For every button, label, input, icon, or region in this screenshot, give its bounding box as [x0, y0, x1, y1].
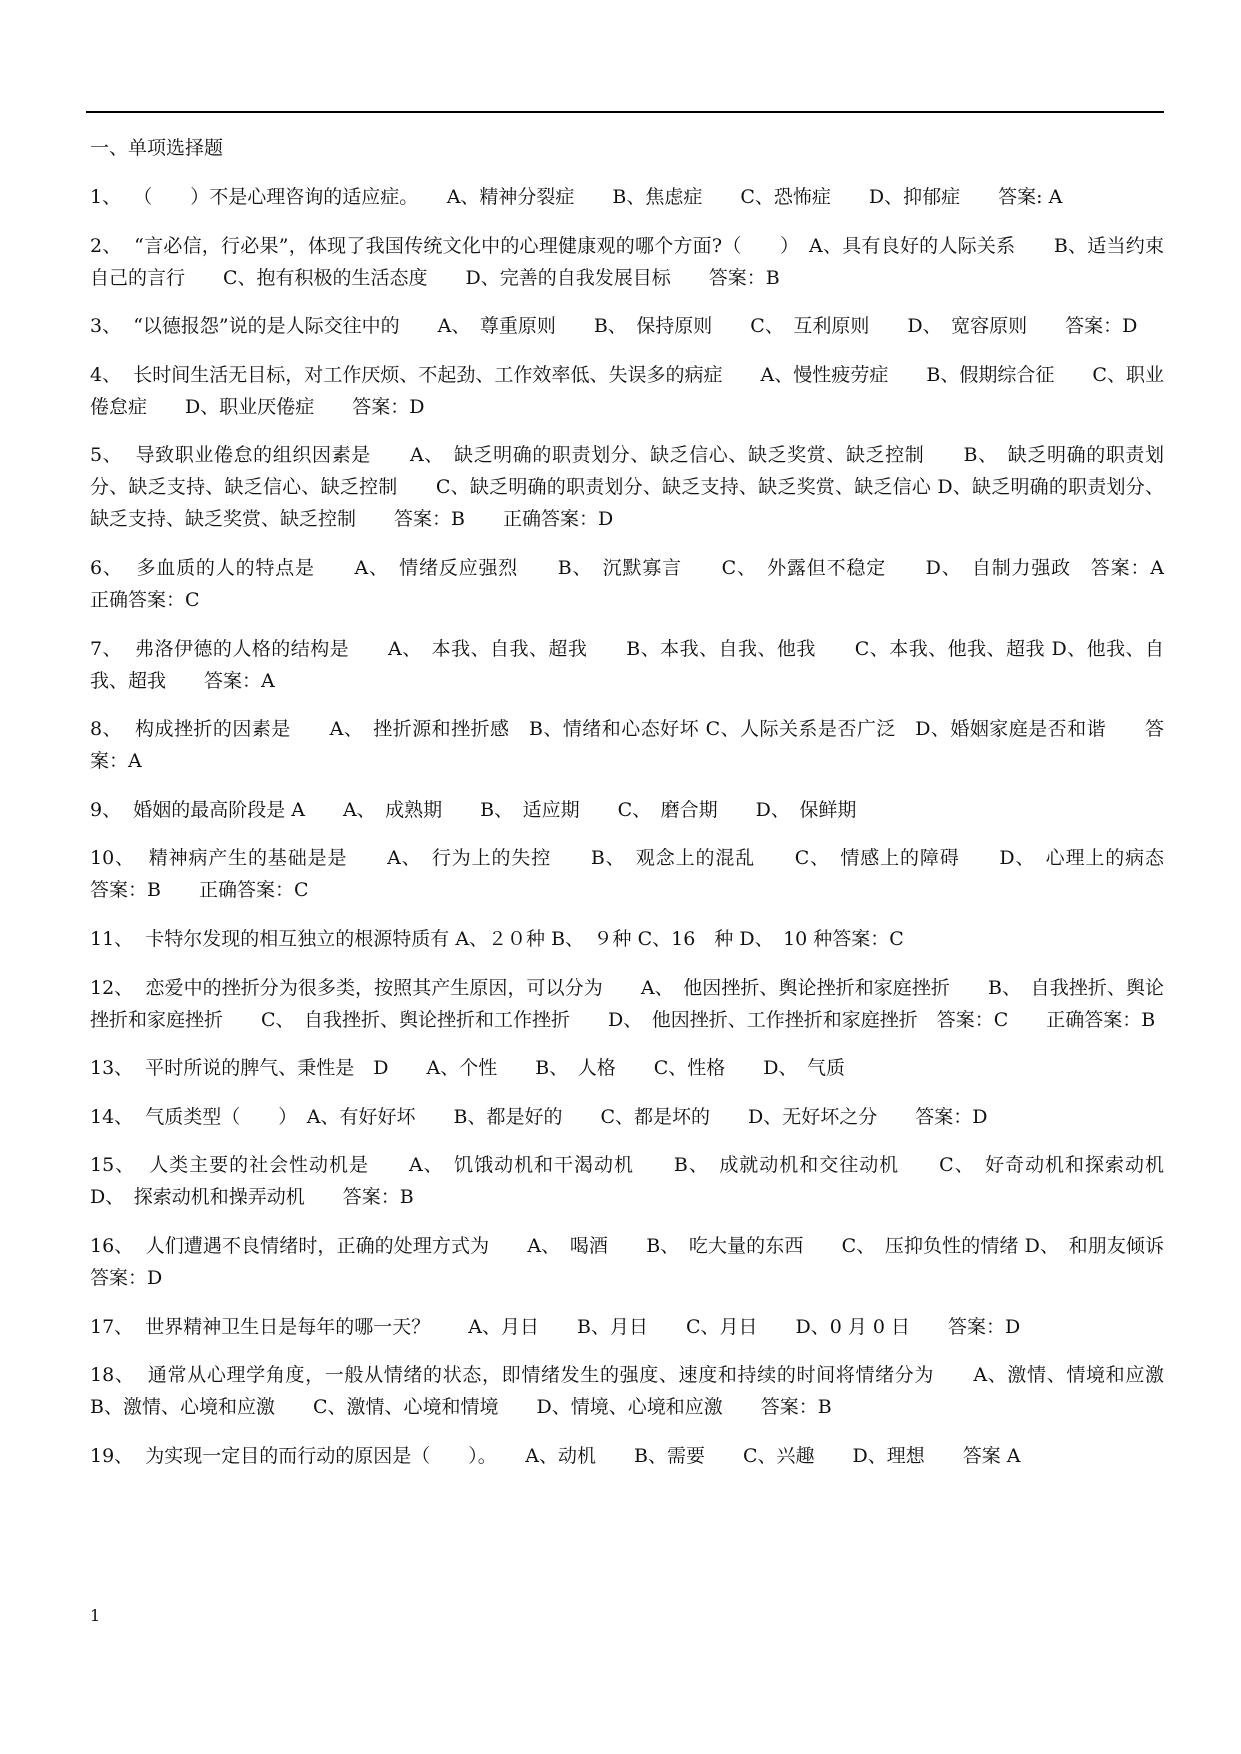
question-number: 7、 [90, 637, 123, 660]
question-item [90, 1440, 1164, 1472]
section-title: 一、单项选择题 [90, 137, 224, 159]
question-number: 6、 [90, 556, 123, 579]
question-item [90, 1311, 1164, 1343]
header-rule [86, 111, 1164, 113]
question-item [90, 972, 1164, 1036]
question-text: 人们遭遇不良情绪时，正确的处理方式为 A、 喝酒 B、 吃大量的东西 C、 压抑负性的情绪 D、 和朋友倾诉 答案：D [90, 1234, 1203, 1289]
question-text: 世界精神卫生日是每年的哪一天？ A、月日 B、月日 C、月日 D、0 月 0 日 答案：D [145, 1315, 1021, 1338]
question-item [90, 1230, 1203, 1294]
question-item [90, 1052, 1164, 1084]
question-number: 19、 [90, 1444, 134, 1467]
question-text: 气质类型（ ） A、有好好坏 B、都是好的 C、都是坏的 D、无好坏之分 答案：D [145, 1105, 988, 1128]
question-item [90, 633, 1164, 697]
question-text: 导致职业倦怠的组织因素是 A、 缺乏明确的职责划分、缺乏信心、缺乏奖赏、缺乏控制 B、 缺乏明确的职责划分、缺乏支持、缺乏信心、缺乏控制 C、缺乏明确的职责划分、缺乏支持、缺乏奖赏、缺乏信心 D、缺乏明确的职责划分、缺乏支持、缺乏奖赏、缺乏控制 答案：B 正确答案：D [90, 444, 1164, 531]
question-item [90, 230, 1164, 294]
question-text: 弗洛伊德的人格的结构是 A、 本我、自我、超我 B、本我、自我、他我 C、本我、他我、超我 D、他我、自我、超我 答案：A [90, 637, 1164, 692]
question-item [90, 1359, 1202, 1423]
question-number: 18、 [90, 1364, 135, 1387]
question-text: 婚姻的最高阶段是 A A、 成熟期 B、 适应期 C、 磨合期 D、 保鲜期 [133, 798, 857, 821]
question-number: 16、 [90, 1234, 134, 1257]
question-number: 11、 [90, 927, 134, 950]
question-number: 1、 [90, 186, 122, 208]
question-text: 长时间生活无目标，对工作厌烦、不起劲、工作效率低、失误多的病症 A、慢性疲劳症 B、假期综合征 C、职业倦怠症 D、职业厌倦症 答案：D [90, 363, 1164, 418]
question-number: 2、 [90, 234, 122, 257]
question-number: 17、 [90, 1315, 134, 1338]
question-text: 为实现一定目的而行动的原因是（ ）。 A、动机 B、需要 C、兴趣 D、理想 答案 A [145, 1444, 1021, 1467]
question-text: 构成挫折的因素是 A、 挫折源和挫折感 B、情绪和心态好坏 C、人际关系是否广泛 D、婚姻家庭是否和谐 答案：A [90, 718, 1164, 773]
question-text: 多血质的人的特点是 A、 情绪反应强烈 B、 沉默寡言 C、 外露但不稳定 D、 自制力强政 答案：A 正确答案：C [90, 556, 1203, 611]
question-item [90, 1101, 1164, 1133]
question-item [90, 552, 1203, 616]
question-number: 15、 [90, 1154, 136, 1177]
question-number: 14、 [90, 1105, 134, 1128]
question-text: 平时所说的脾气、秉性是 D A、个性 B、 人格 C、性格 D、 气质 [145, 1057, 845, 1080]
question-text: 人类主要的社会性动机是 A、 饥饿动机和干渴动机 B、 成就动机和交往动机 C、 好奇动机和探索动机 D、 探索动机和操弄动机 答案：B [90, 1154, 1202, 1209]
question-item [90, 310, 1164, 342]
question-number: 5、 [90, 444, 123, 467]
question-text: （ ）不是心理咨询的适应症。 A、精神分裂症 B、焦虑症 C、恐怖症 D、抑郁症 答案: A [133, 186, 1063, 208]
question-item [90, 842, 1202, 906]
question-list [90, 181, 1203, 1488]
question-number: 10、 [90, 847, 135, 870]
question-number: 12、 [90, 976, 134, 999]
question-item [90, 439, 1164, 535]
question-number: 4、 [90, 363, 122, 386]
question-item [90, 923, 1164, 955]
question-number: 13、 [90, 1057, 134, 1080]
question-item [90, 1149, 1202, 1213]
question-number: 3、 [90, 315, 122, 338]
question-text: 卡特尔发现的相互独立的根源特质有 A、２０种 B、 ９种 C、16 种 D、 10 种答案：C [145, 927, 904, 950]
question-text: 恋爱中的挫折分为很多类，按照其产生原因，可以分为 A、 他因挫折、舆论挫折和家庭挫折 B、 自我挫折、舆论挫折和家庭挫折 C、 自我挫折、舆论挫折和工作挫折 D、 他因挫折、工作挫折和家庭挫折 答案：C 正确答案：B [90, 976, 1164, 1031]
question-text: “言必信，行必果”，体现了我国传统文化中的心理健康观的哪个方面?（ ） A、具有良好的人际关系 B、适当约束自己的言行 C、抱有积极的生活态度 D、完善的自我发展目标 答案：B [90, 234, 1164, 289]
question-item [90, 359, 1164, 423]
question-text: 通常从心理学角度，一般从情绪的状态，即情绪发生的强度、速度和持续的时间将情绪分为 A、激情、情境和应激 B、激情、心境和应激 C、激情、心境和情境 D、情境、心境和应激 答案：B [90, 1364, 1202, 1419]
question-item [90, 181, 1164, 213]
question-number: 9、 [90, 798, 122, 821]
question-item [90, 794, 1164, 826]
question-number: 8、 [90, 718, 123, 741]
page-number: 1 [90, 1606, 101, 1625]
question-text: 精神病产生的基础是是 A、 行为上的失控 B、 观念上的混乱 C、 情感上的障碍 D、 心理上的病态 答案：B 正确答案：C [90, 847, 1202, 902]
question-item [90, 713, 1164, 777]
question-text: “以德报怨”说的是人际交往中的 A、 尊重原则 B、 保持原则 C、 互利原则 D、 宽容原则 答案：D [133, 315, 1138, 338]
